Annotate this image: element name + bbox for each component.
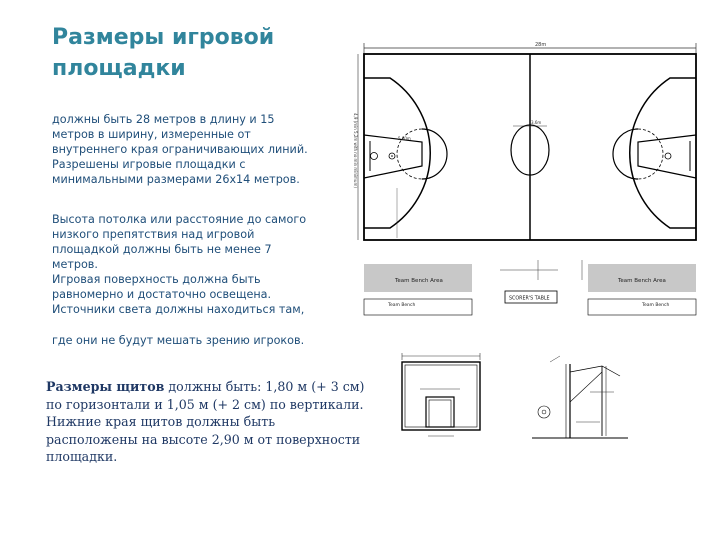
scorers-table-label: SCORER'S TABLE: [509, 296, 550, 302]
backboard-side-diagram: [530, 352, 630, 442]
right-free-throw-arc: [613, 129, 638, 179]
court-diagram: [350, 38, 710, 323]
lane-label: 5,80m: [398, 136, 411, 141]
backboard-size-text: должны быть: 1,80 м (+ 3 см) по горизонтали и 1,05 м (+ 2 см) по вертикали. Нижние края щитов должны быть расположены на высоте 2,90 м от поверхности площадки.: [46, 379, 365, 464]
left-key: [364, 135, 422, 178]
court-side-note: 4,9 (min 5,2m with no min minimum): [353, 113, 358, 188]
right-team-bench-label: Team Bench: [642, 303, 670, 308]
backboard-size-paragraph: [46, 378, 376, 466]
left-free-throw-arc: [422, 129, 447, 179]
left-team-bench-label: Team Bench: [388, 303, 416, 308]
ceiling-lighting-paragraph: Высота потолка или расстояние до самого низкого препятствия над игровой площадкой должны быть не менее 7 метров. Игровая поверхность должна быть равномерно и достаточно освещена. Источники света должны находиться там,: [52, 213, 307, 316]
backboard-outline: [402, 362, 480, 430]
backboard-front-diagram: [398, 350, 488, 442]
left-bench-label: Team Bench Area: [395, 278, 443, 284]
backboard-size-lead: Размеры щитов: [46, 379, 165, 394]
page-title: Размеры игровой площадки: [52, 25, 275, 81]
center-circle-label: 3,6m: [531, 120, 542, 125]
right-key: [638, 135, 696, 178]
right-basket: [665, 153, 671, 159]
left-team-bench: [364, 299, 472, 315]
backboard-target-box: [426, 397, 454, 427]
right-bench-label: Team Bench Area: [618, 278, 666, 284]
court-size-paragraph: должны быть 28 метров в длину и 15 метров в ширину, измеренные от внутреннего края ограничивающих линий. Разрешены игровые площадки с минимальными размерами 26х14 метров.: [52, 113, 308, 186]
lighting-note-paragraph: где они не будут мешать зрению игроков.: [52, 334, 305, 347]
court-length-label: 28m: [535, 42, 547, 48]
